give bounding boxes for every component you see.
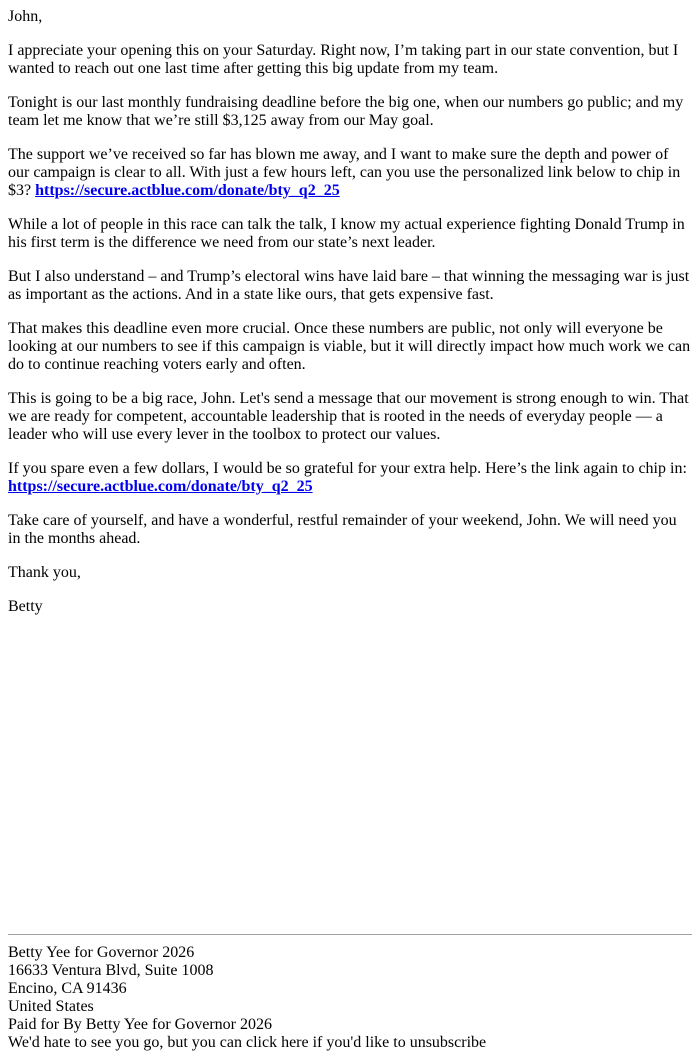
footer-paid-for: Paid for By Betty Yee for Governor 2026 [8, 1016, 272, 1033]
footer-org-name: Betty Yee for Governor 2026 [8, 944, 195, 961]
footer-address-line-2: Encino, CA 91436 [8, 980, 127, 997]
footer-divider [8, 934, 692, 935]
donate-link-repeat[interactable]: https://secure.actblue.com/donate/bty_q2_25 [8, 478, 313, 495]
paragraph-6: That makes this deadline even more crucial. Once these numbers are public, not only will everyone be looking at our numbers to see if this campaign is viable, but it will directly impact how much work we can do to continue reaching voters early and often. [8, 320, 691, 373]
paragraph-5: But I also understand – and Trump’s electoral wins have laid bare – that winning the messaging war is just as important as the actions. And in a state like ours, that gets expensive fast. [8, 268, 690, 303]
paragraph-8 [8, 460, 692, 496]
paragraph-1: I appreciate your opening this on your Saturday. Right now, I’m taking part in our state convention, but I wanted to reach out one last time after getting this big update from my team. [8, 42, 679, 77]
footer-address-line-1: 16633 Ventura Blvd, Suite 1008 [8, 962, 214, 979]
footer [8, 944, 692, 1052]
footer-unsubscribe [8, 1034, 692, 1052]
paragraph-7: This is going to be a big race, John. Let's send a message that our movement is strong enough to win. That we are ready for competent, accountable leadership that is rooted in the needs of everyday people — a leader who will use every lever in the toolbox to protect our values. [8, 390, 689, 443]
greeting: John, [8, 8, 43, 25]
paragraph-3 [8, 146, 692, 200]
unsubscribe-link[interactable]: We'd hate to see you go, but you can click here if you'd like to unsubscribe [8, 1034, 487, 1051]
signature: Betty [8, 598, 43, 615]
donate-link[interactable]: https://secure.actblue.com/donate/bty_q2_25 [35, 182, 340, 199]
closing: Thank you, [8, 564, 81, 581]
paragraph-3-text: The support we’ve received so far has blown me away, and I want to make sure the depth and power of our campaign is clear to all. With just a few hours left, can you use the personalized link below to chip in $3? [8, 146, 681, 199]
paragraph-2: Tonight is our last monthly fundraising deadline before the big one, when our numbers go public; and my team let me know that we’re still $3,125 away from our May goal. [8, 94, 684, 129]
letter-content [8, 8, 692, 632]
paragraph-4: While a lot of people in this race can talk the talk, I know my actual experience fighting Donald Trump in his first term is the difference we need from our state’s next leader. [8, 216, 685, 251]
footer-country: United States [8, 998, 94, 1015]
paragraph-9: Take care of yourself, and have a wonderful, restful remainder of your weekend, John. We will need you in the months ahead. [8, 512, 677, 547]
paragraph-8-text: If you spare even a few dollars, I would be so grateful for your extra help. Here’s the link again to chip in: [8, 460, 687, 477]
